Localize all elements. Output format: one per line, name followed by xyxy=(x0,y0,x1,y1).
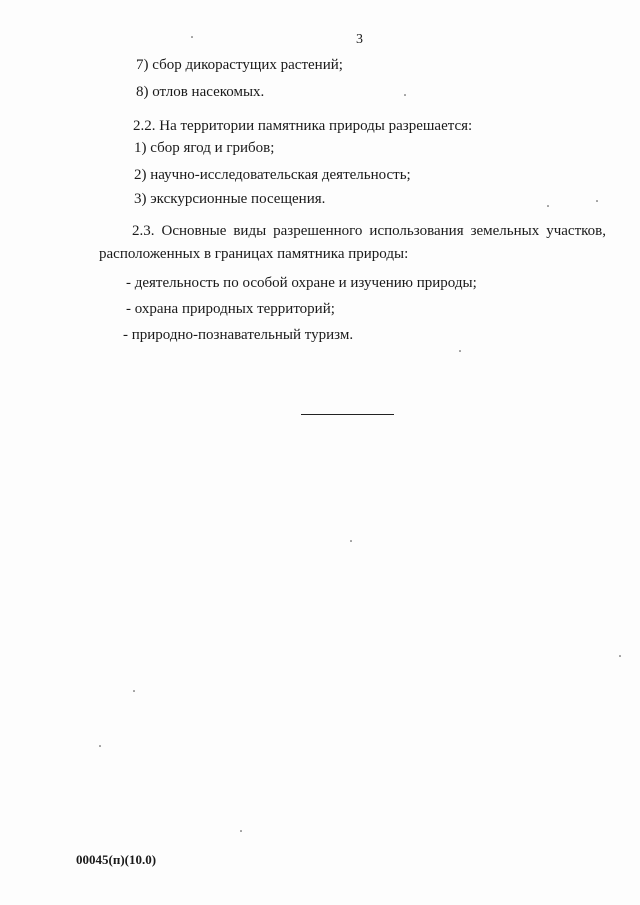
section-2-2-item-3: 3) экскурсионные посещения. xyxy=(134,191,326,207)
scan-speck xyxy=(547,205,549,207)
section-2-3-heading-line-1: 2.3. Основные виды разрешенного использования земельных участков, xyxy=(132,223,606,239)
page-number: 3 xyxy=(356,32,363,47)
scan-speck xyxy=(133,690,135,692)
section-2-2-item-1: 1) сбор ягод и грибов; xyxy=(134,140,275,156)
section-2-2-item-2: 2) научно-исследовательская деятельность; xyxy=(134,167,411,183)
scan-speck xyxy=(619,655,621,657)
scan-speck xyxy=(350,540,352,542)
document-code: 00045(п)(10.0) xyxy=(76,852,157,867)
scan-speck xyxy=(459,350,461,352)
scan-speck xyxy=(404,94,406,96)
section-2-3-heading-line-2: расположенных в границах памятника природы: xyxy=(99,246,409,262)
list-item-8: 8) отлов насекомых. xyxy=(136,84,265,100)
section-2-2-heading: 2.2. На территории памятника природы разрешается: xyxy=(133,118,473,134)
end-divider xyxy=(301,414,394,415)
list-item-7: 7) сбор дикорастущих растений; xyxy=(136,57,343,73)
scan-speck xyxy=(240,830,242,832)
section-2-3-item-3: - природно-познавательный туризм. xyxy=(123,327,354,343)
scan-speck xyxy=(191,36,193,38)
scan-speck xyxy=(596,200,598,202)
scan-speck xyxy=(99,745,101,747)
section-2-3-item-2: - охрана природных территорий; xyxy=(126,301,335,317)
section-2-3-item-1: - деятельность по особой охране и изучению природы; xyxy=(126,275,477,291)
